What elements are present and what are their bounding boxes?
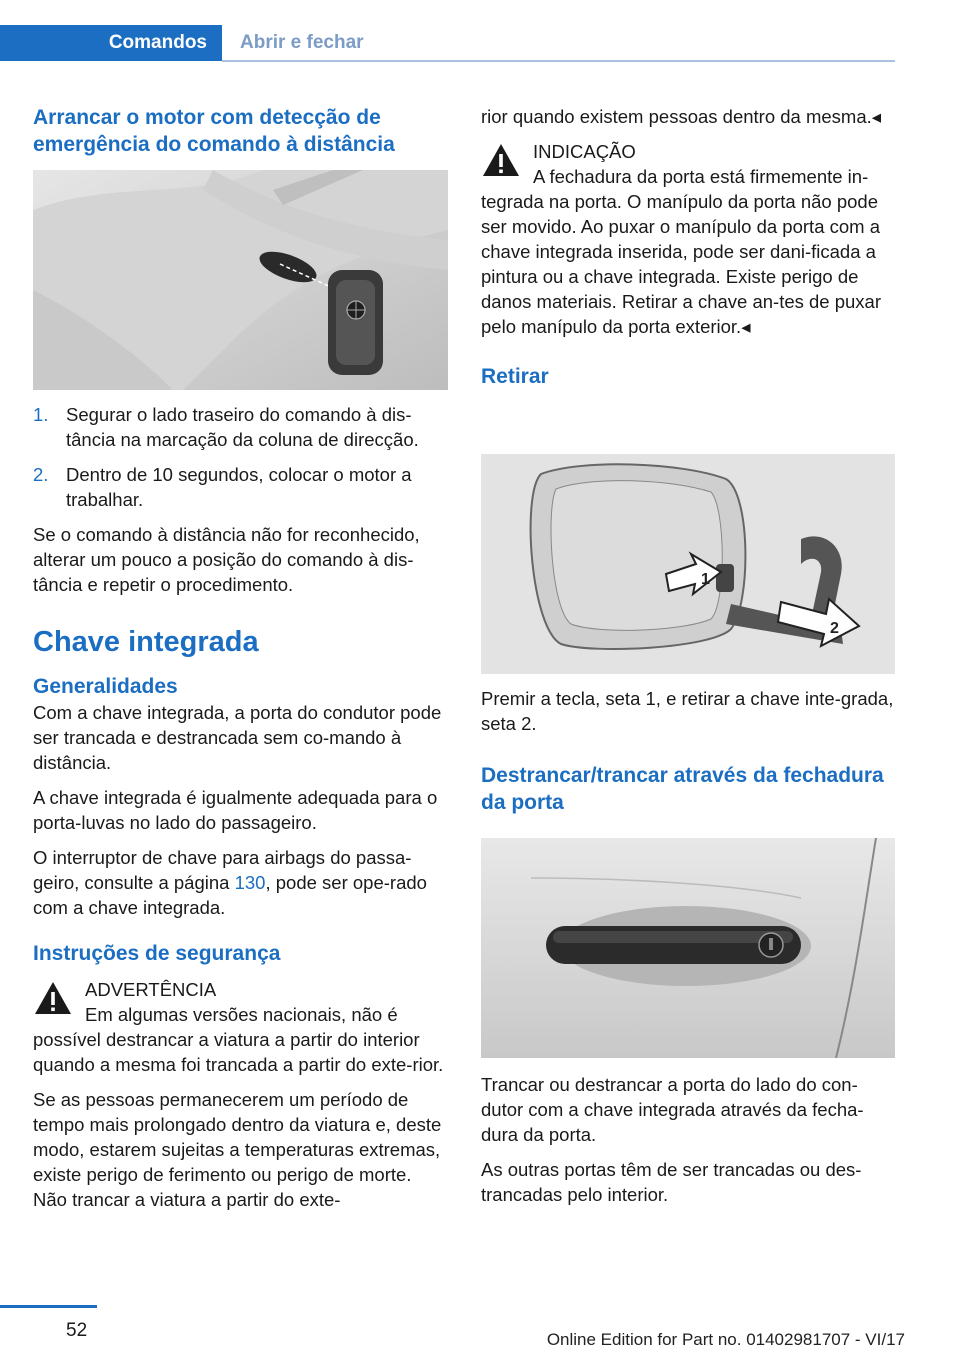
header-tabbar bbox=[0, 25, 895, 62]
key-removal-illustration bbox=[481, 454, 895, 674]
page-number: 52 bbox=[66, 1320, 88, 1341]
warning-block bbox=[33, 977, 448, 1212]
arrow-2-label: 2 bbox=[830, 620, 839, 637]
tab-comandos[interactable] bbox=[0, 25, 222, 61]
para-general-3-pre: O interruptor de chave para airbags do passa-geiro, consulte a página bbox=[33, 847, 412, 893]
list-item bbox=[33, 402, 448, 452]
heading-safety: Instruções de segurança bbox=[33, 942, 281, 965]
para-general-3-post: , pode ser ope-rado com a chave integrada. bbox=[33, 872, 427, 918]
steering-column-illustration bbox=[33, 170, 448, 390]
notice-block bbox=[481, 139, 896, 339]
left-body bbox=[33, 402, 448, 1212]
para-general-3 bbox=[33, 845, 448, 920]
para-general-2: A chave integrada é igualmente adequada para o porta-luvas no lado do passageiro. bbox=[33, 787, 438, 833]
para-general-1: Com a chave integrada, a porta do condutor pode ser trancada e destrancada sem co-mando à distância. bbox=[33, 702, 442, 773]
para-lock-2: As outras portas têm de ser trancadas ou des-trancadas pelo interior. bbox=[481, 1159, 862, 1205]
arrow-1-label: 1 bbox=[701, 571, 710, 588]
heading-integrated-key: Chave integrada bbox=[33, 626, 259, 658]
right-body bbox=[481, 104, 896, 390]
para-lock-1: Trancar ou destrancar a porta do lado do con-dutor com a chave integrada através da fecha-dura da porta. bbox=[481, 1074, 864, 1145]
door-handle-illustration bbox=[481, 838, 895, 1058]
tab-abrir-e-fechar-label: Abrir e fechar bbox=[240, 32, 364, 53]
tab-comandos-label: Comandos bbox=[108, 32, 207, 53]
notice-title: INDICAÇÃO bbox=[533, 141, 636, 162]
list-item bbox=[33, 462, 448, 512]
step-text: Dentro de 10 segundos, colocar o motor a trabalhar. bbox=[66, 464, 412, 510]
warning-text: Em algumas versões nacionais, não é possível destrancar a viatura a partir do interior quando a mesma foi trancada a partir do exte-rior. bbox=[33, 1004, 444, 1075]
edition-note: Online Edition for Part no. 01402981707 - VI/17 bbox=[546, 1330, 905, 1349]
tab-abrir-e-fechar[interactable] bbox=[240, 25, 364, 61]
tab-divider bbox=[222, 60, 895, 62]
warning-title: ADVERTÊNCIA bbox=[85, 979, 217, 1000]
steps-list bbox=[33, 402, 448, 512]
warning-text-2: Se as pessoas permanecerem um período de tempo mais prolongado dentro da viatura e, deste modo, estarem sujeitas a temperaturas extremas, existe perigo de ferimento ou perigo de morte. Não trancar a viatura a partir do exte- bbox=[33, 1089, 442, 1210]
footer-rule bbox=[0, 1305, 97, 1308]
para-not-recognized: Se o comando à distância não for reconhecido, alterar um pouco a posição do comando à dis-tância e repetir o procedimento. bbox=[33, 524, 420, 595]
heading-remote-start: Arrancar o motor com detecção de emergência do comando à distância bbox=[33, 106, 395, 156]
para-remove: Premir a tecla, seta 1, e retirar a chave inte-grada, seta 2. bbox=[481, 688, 894, 734]
warning-continuation: rior quando existem pessoas dentro da mesma.◂ bbox=[481, 106, 882, 127]
notice-text: A fechadura da porta está firmemente in-tegrada na porta. O manípulo da porta não pode ser movido. Ao puxar o manípulo da porta com a chave integrada inserida, pode ser dani-ficada a pintura ou a chave integrada. Existe perigo de danos materiais. Retirar a chave an-tes de puxar pelo manípulo da porta exterior.◂ bbox=[481, 166, 882, 337]
heading-door-lock: Destrancar/trancar através da fechadura da porta bbox=[481, 764, 884, 814]
right-body-bottom bbox=[481, 1072, 896, 1207]
step-number: 1. bbox=[33, 404, 49, 425]
warning-triangle-icon bbox=[481, 142, 521, 178]
step-number: 2. bbox=[33, 464, 49, 485]
warning-triangle-icon bbox=[33, 980, 73, 1016]
right-body-lower bbox=[481, 686, 896, 816]
heading-remove: Retirar bbox=[481, 365, 549, 388]
page-reference-link[interactable]: 130 bbox=[234, 872, 266, 893]
step-text: Segurar o lado traseiro do comando à dis-tância na marcação da coluna de direcção. bbox=[66, 404, 419, 450]
heading-general: Generalidades bbox=[33, 675, 178, 698]
